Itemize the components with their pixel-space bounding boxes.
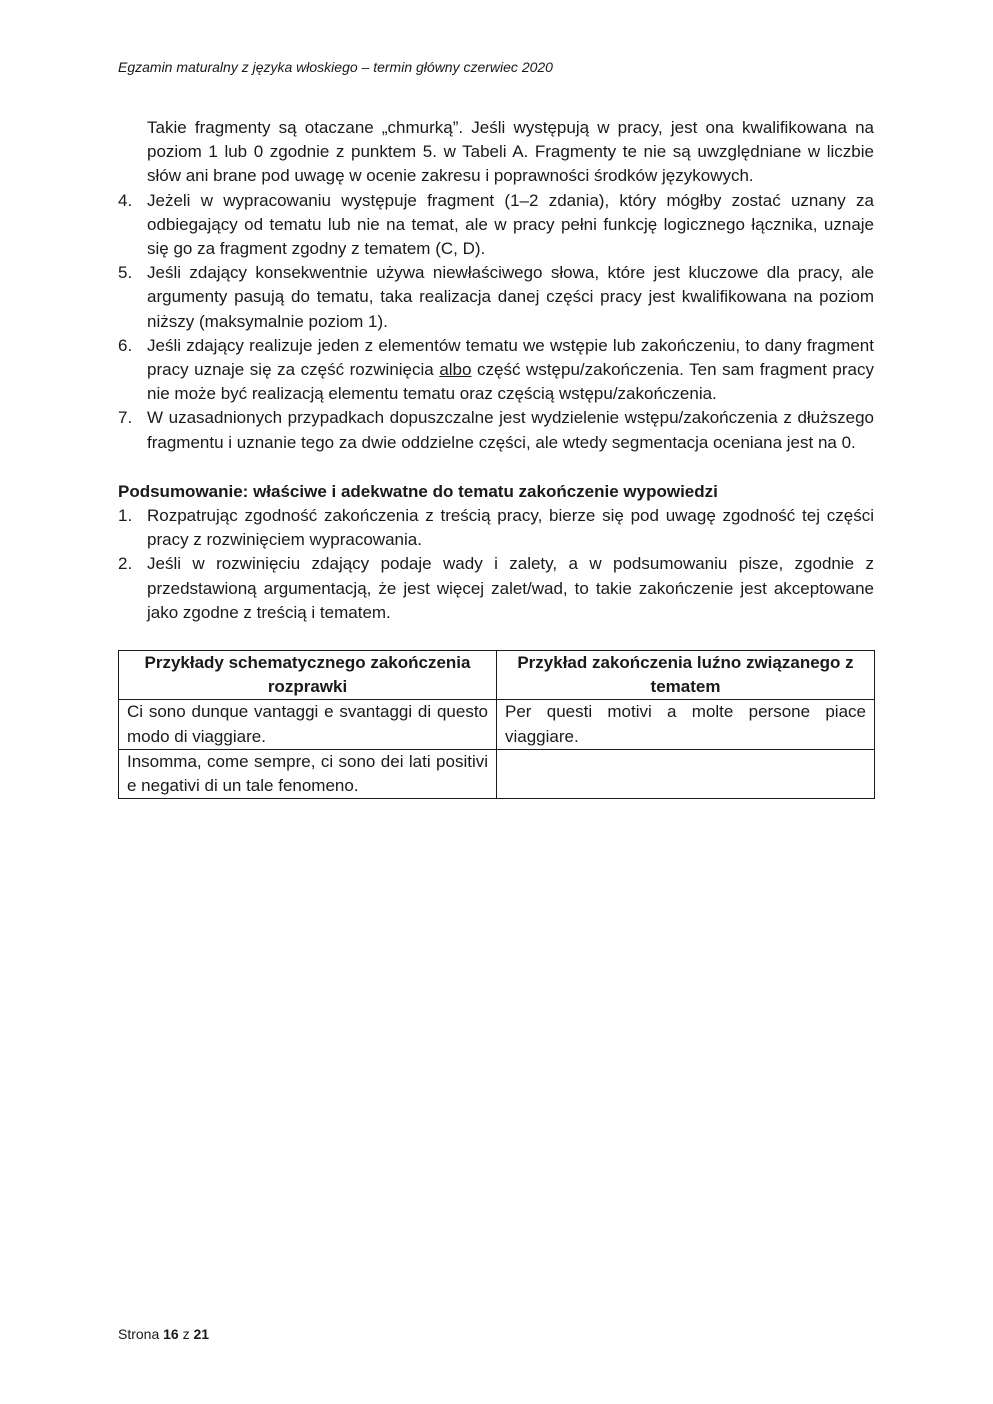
table-cell: Per questi motivi a molte persone piace viaggiare. (497, 700, 875, 749)
list-number: 5. (118, 263, 133, 283)
document-body (118, 116, 874, 799)
intro-paragraph: Takie fragmenty są otaczane „chmurką”. Jeśli występują w pracy, jest ona kwalifikowana na poziom 1 lub 0 zgodnie z punktem 5. w Tabeli A. Fragmenty te nie są uwzględniane w liczbie słów ani brane pod uwagę w ocenie zakresu i poprawności środków językowych. (147, 118, 874, 186)
list-item (118, 552, 874, 625)
list-number: 2. (118, 554, 133, 574)
list-item (118, 189, 874, 262)
table-cell: Ci sono dunque vantaggi e svantaggi di questo modo di viaggiare. (119, 700, 497, 749)
list-text (147, 336, 874, 403)
list-text: Jeśli zdający konsekwentnie używa niewłaściwego słowa, które jest kluczowe dla pracy, ale argumenty pasują do tematu, taka realizacja danej części pracy jest kwalifikowana na poziom niższy (maksymalnie poziom 1). (147, 263, 874, 331)
summary-list (118, 504, 874, 625)
rules-list (118, 189, 874, 455)
list-text-part: część wstępu/zakończenia. Ten sam fragment pracy nie może być realizacją elementu tematu oraz częścią wstępu/zakończenia. (147, 360, 875, 404)
list-item (118, 406, 874, 454)
examples-table (118, 650, 875, 799)
table-header-cell: Przykład zakończenia luźno związanego z tematem (497, 651, 875, 700)
list-number: 7. (118, 408, 133, 428)
list-text: Rozpatrując zgodność zakończenia z treścią pracy, bierze się pod uwagę zgodność tej części pracy z rozwinięciem wypracowania. (147, 506, 874, 550)
list-text: Jeżeli w wypracowaniu występuje fragment (1–2 zdania), który mógłby zostać uznany za odbiegający od tematu lub nie na temat, ale w pracy pełni funkcję logicznego łącznika, uznaje się go za fragment zgodny z tematem (C, D). (147, 190, 874, 259)
section-title: Podsumowanie: właściwe i adekwatne do tematu zakończenie wypowiedzi (118, 481, 718, 501)
table-cell: Insomma, come sempre, ci sono dei lati positivi e negativi di un tale fenomeno. (119, 749, 497, 798)
table-header-cell: Przykłady schematycznego zakończenia rozprawki (119, 651, 497, 700)
list-number: 6. (118, 335, 133, 355)
footer-page-number: 16 (163, 1326, 179, 1342)
table-header-row (119, 651, 875, 700)
footer-prefix: Strona (118, 1326, 160, 1342)
list-item (118, 504, 874, 552)
list-number: 1. (118, 506, 133, 526)
footer-of: z (182, 1326, 190, 1342)
list-text-part: Jeśli zdający realizuje jeden z elementów tematu we wstępie lub zakończeniu, to dany fragment pracy uznaje się za część rozwinięcia (147, 335, 874, 380)
list-text: Jeśli w rozwinięciu zdający podaje wady i zalety, a w podsumowaniu pisze, zgodnie z przedstawioną argumentacją, że jest więcej zalet/wad, to takie zakończenie jest akceptowane jako zgodne z treścią i tematem. (147, 554, 874, 622)
list-item (118, 334, 874, 407)
footer-total-pages: 21 (193, 1326, 210, 1342)
table-row (119, 749, 875, 798)
list-number: 4. (118, 190, 133, 210)
list-item (118, 261, 874, 334)
list-text: W uzasadnionych przypadkach dopuszczalne jest wydzielenie wstępu/zakończenia z dłuższego fragmentu i uznanie tego za dwie oddzielne części, ale wtedy segmentacja oceniana jest na 0. (147, 408, 874, 452)
table-cell (497, 749, 875, 798)
page-header: Egzamin maturalny z języka włoskiego – termin główny czerwiec 2020 (118, 59, 553, 75)
table-row (119, 700, 875, 749)
page-footer (118, 1326, 209, 1342)
underlined-word: albo (439, 360, 472, 380)
